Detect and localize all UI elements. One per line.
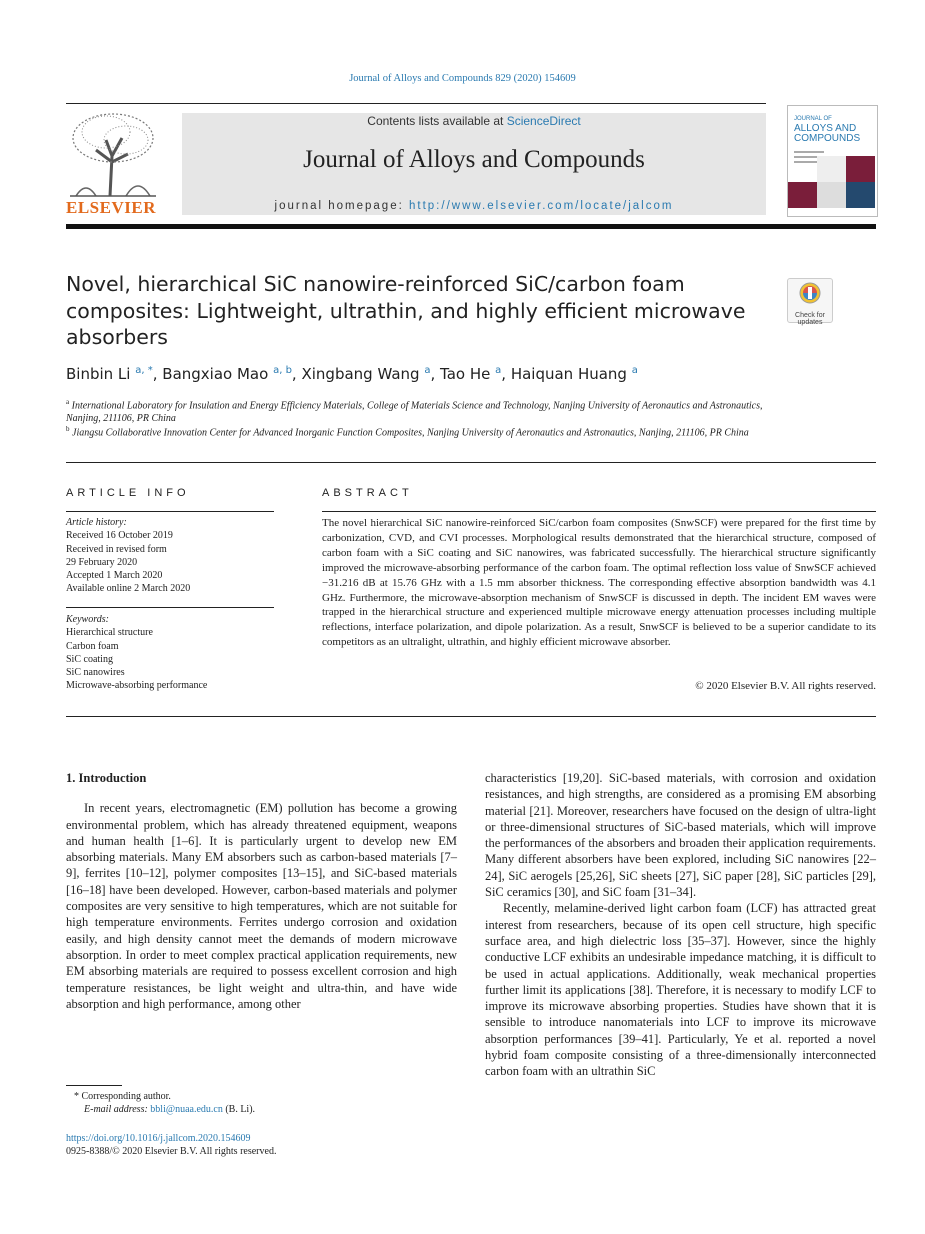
author-list: Binbin Li $^{a, *}$, Bangxiao Mao $^{a, b}$, Xingbang Wang $^a$, Tao He $^a$, Haiquan Huang $^a$ — [66, 365, 638, 383]
keywords-block — [66, 613, 274, 693]
author-affiliation-mark[interactable]: a, b — [273, 365, 292, 376]
affiliation-text: Jiangsu Collaborative Innovation Center for Advanced Inorganic Function Composites, Nanjing University of Aeronautics and Astronautics, Nanjing, 211106, PR China — [72, 427, 749, 439]
keyword[interactable]: Hierarchical structure — [66, 627, 153, 639]
email-link[interactable]: bbli@nuaa.edu.cn — [150, 1104, 223, 1115]
doi-link[interactable]: https://doi.org/10.1016/j.jallcom.2020.154609 — [66, 1133, 251, 1144]
footnote-block — [74, 1090, 454, 1116]
keyword[interactable]: SiC coating — [66, 653, 113, 665]
author-affiliation-mark[interactable]: a — [631, 365, 638, 376]
journal-title: Journal of Alloys and Compounds — [303, 146, 645, 173]
history-label: Article history: — [66, 517, 127, 528]
abstract-bottom-rule — [66, 716, 876, 717]
footnote-rule — [66, 1085, 122, 1086]
cover-line: JOURNAL OF — [794, 116, 832, 122]
cover-block-light — [817, 156, 846, 182]
abstract-heading: ABSTRACT — [322, 487, 413, 499]
email-label: E-mail address: — [84, 1104, 151, 1115]
author-name[interactable]: Binbin Li — [66, 365, 131, 383]
contents-line — [182, 114, 766, 128]
cover-title — [794, 114, 860, 144]
left-column — [66, 770, 457, 1012]
author-name[interactable]: Haiquan Huang — [510, 365, 627, 383]
cover-block-maroon — [788, 182, 817, 208]
cover-block-navy — [846, 182, 875, 208]
corresponding-author-note: * Corresponding author. — [74, 1091, 171, 1102]
author-name[interactable]: Bangxiao Mao — [162, 365, 269, 383]
cover-line: COMPOUNDS — [794, 133, 861, 144]
body-paragraph: characteristics [19,20]. SiC-based materials, with corrosion and oxidation resistances, and high strengths, are considered as a promising EM absorbing material [21]. Moreover, researchers have focused on the design of ultra-light or three-dimensional structures of SiC-based materials, which will improve the performances of the absorbers and broaden their application requirements. Many different absorbers have been explored, including SiC nanowires [22–24], SiC aerogels [25,26], SiC sheets [27], SiC paper [28], SiC particles [29], SiC ceramics [30], and SiC foam [31–34]. — [485, 771, 876, 900]
affiliation-mark: a — [66, 398, 70, 406]
cover-block-maroon — [846, 156, 875, 182]
crossmark-label: Check for updates — [795, 312, 825, 326]
header-top-rule — [66, 103, 766, 104]
affiliation — [66, 423, 766, 439]
affiliation — [66, 396, 766, 425]
email-suffix: (B. Li). — [222, 1104, 256, 1115]
contents-prefix: Contents lists available at — [367, 114, 507, 128]
issn-line: 0925-8388/© 2020 Elsevier B.V. All rights reserved. — [66, 1146, 277, 1157]
history-item: Accepted 1 March 2020 — [66, 570, 163, 582]
header-thick-rule — [66, 224, 876, 229]
doi-block — [66, 1132, 466, 1158]
author-affiliation-mark[interactable]: a — [495, 365, 502, 376]
author-name[interactable]: Xingbang Wang — [301, 365, 420, 383]
body-paragraph: In recent years, electromagnetic (EM) pollution has become a growing environmental problem, which has already threatened equipment, weapons and human health [1–6]. It is particularly urgent to develop new EM absorbing materials. Many EM absorbers such as carbon-based materials [7–9], ferrites [10–12], polymer composites [13–15], and SiC-based materials [16–18] have been developed. However, carbon-based materials and polymer composites are very sensitive to high temperatures, which are not suitable for high temperature environments. Ferrites undergo corrosion and oxidation easily, and high density cannot meet the demands of modern microwave absorption. In order to meet complex practical application requirements, new EM absorbing materials are required to possess excellent corrosion and high temperature resistances, be light weight and ultra-thin, and have wide absorption and high performance, among other — [66, 801, 457, 1011]
article-history — [66, 516, 274, 596]
right-column — [485, 770, 876, 1080]
author-affiliation-mark[interactable]: a — [424, 365, 431, 376]
homepage-prefix: journal homepage: — [274, 200, 409, 212]
affiliation-mark: b — [66, 425, 70, 433]
title-bottom-rule — [66, 462, 876, 463]
keyword[interactable]: Microwave-absorbing performance — [66, 680, 208, 692]
crossmark-badge[interactable] — [787, 278, 833, 326]
section-heading: 1. Introduction — [66, 771, 147, 785]
keyword[interactable]: Carbon foam — [66, 640, 119, 652]
keyword[interactable]: SiC nanowires — [66, 667, 125, 679]
publisher-wordmark: ELSEVIER — [66, 198, 156, 217]
abstract-copyright: © 2020 Elsevier B.V. All rights reserved. — [695, 680, 876, 692]
crossmark-icon — [788, 279, 832, 307]
history-item: Available online 2 March 2020 — [66, 583, 191, 595]
keywords-label: Keywords: — [66, 614, 109, 625]
abstract-rule — [322, 511, 876, 512]
homepage-link[interactable]: http://www.elsevier.com/locate/jalcom — [409, 200, 674, 212]
body-paragraph: Recently, melamine-derived light carbon foam (LCF) has attracted great interest from researchers, because of its open cell structure, high specific surface area, and high dielectric loss [35–37]. However, since the highly conductive LCF exhibits an undesirable impedance matching, it is difficult to be used in actual applications. Additionally, weak mechanical properties further limit its applications [38]. Therefore, it is necessary to modify LCF to improve its microwave absorbing properties. Studies have shown that it is sensible to introduce nanomaterials into LCF to improve its microwave absorption performances [39–41]. Particularly, Ye et al. reported a novel hybrid foam composite consisting of a three-dimensionally interconnected carbon foam with an ultrathin SiC — [485, 901, 876, 1079]
sciencedirect-link[interactable]: ScienceDirect — [506, 114, 581, 128]
abstract-text: The novel hierarchical SiC nanowire-reinforced SiC/carbon foam composites (SnwSCF) were prepared for the first time by carbonization, CVD, and CVI processes. Morphological results demonstrated that the hierarchical structure, composed of carbon foam with a SiC coating and SiC nanowires, was fabricated successfully. The hierarchical structure significantly improved the microwave-absorbing performance of the carbon foam. The optimal reflection loss value of SnwSCF achieved −31.216 dB at 15.76 GHz with a 1.5 mm absorber thickness. The corresponding effective absorption bandwidth was 4.1 GHz. Furthermore, the microwave-absorption mechanism of SnwSCF is discussed in depth. The incident EM waves were trapped in the hierarchical structure and experienced multiple microwave energy attenuation processes including multiple reflections, interface polarization, and dipole polarization. As a result, SnwSCF is believed to be a superior candidate to its competitors as an ultralight, ultrathin, and highly efficient microwave absorber. — [322, 517, 876, 649]
author-affiliation-mark[interactable]: a, * — [135, 365, 153, 376]
history-item: Received in revised form — [66, 543, 167, 555]
journal-reference[interactable]: Journal of Alloys and Compounds 829 (2020) 154609 — [349, 73, 576, 84]
history-item: Received 16 October 2019 — [66, 530, 173, 542]
history-item: 29 February 2020 — [66, 556, 138, 568]
journal-homepage — [182, 200, 766, 212]
cover-block-gray — [817, 182, 846, 208]
cover-line: ALLOYS AND — [794, 123, 857, 134]
author-name[interactable]: Tao He — [440, 365, 491, 383]
affiliation-text: International Laboratory for Insulation and Energy Efficiency Materials, College of Materials Science and Technology, Nanjing University of Aeronautics and Astronautics, Nanjing, 211106, PR China — [66, 400, 763, 425]
article-info-heading: ARTICLE INFO — [66, 487, 190, 499]
journal-cover-thumbnail[interactable] — [787, 105, 878, 217]
article-title: Novel, hierarchical SiC nanowire-reinforced SiC/carbon foam composites: Lightweight, ultrathin, and highly efficient microwave absorbers — [66, 272, 746, 349]
keywords-rule — [66, 607, 274, 608]
article-info-rule — [66, 511, 274, 512]
